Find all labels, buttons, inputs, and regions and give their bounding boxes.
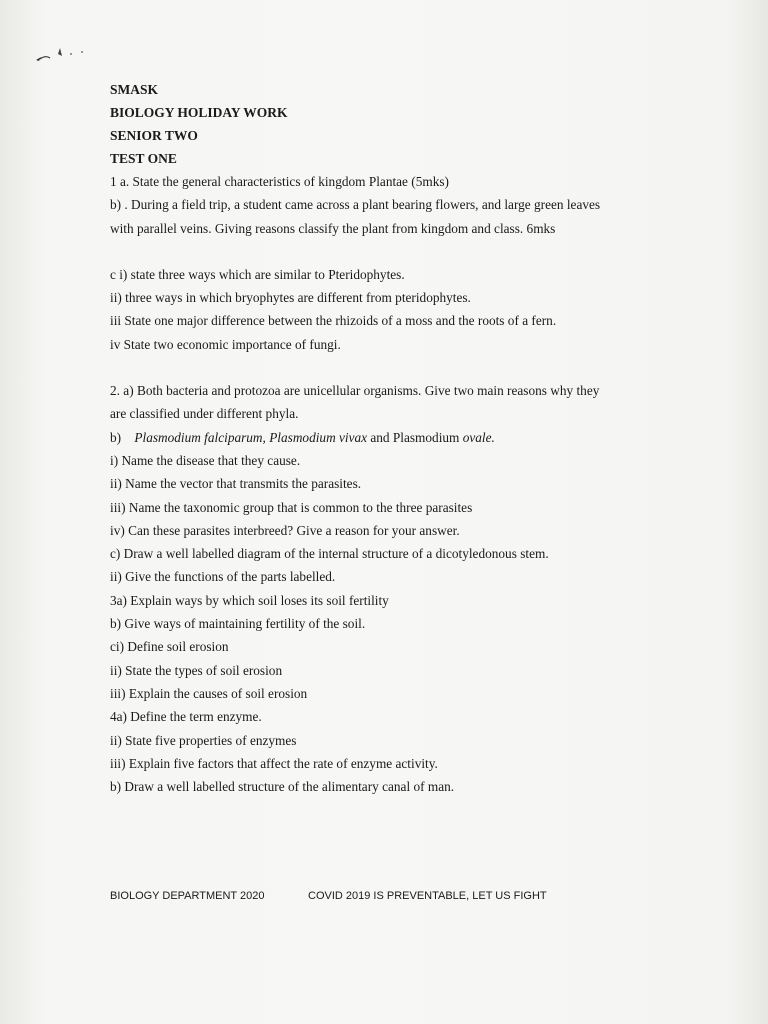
subject-title: BIOLOGY HOLIDAY WORK (110, 105, 288, 120)
q2-i: i) Name the disease that they cause. (110, 452, 301, 468)
footer-slogan: COVID 2019 IS PREVENTABLE, LET US FIGHT (308, 890, 547, 902)
q2-b-and: and Plasmodium (367, 429, 463, 445)
q3-ii: ii) State the types of soil erosion (110, 662, 283, 678)
q2-a-line2: are classified under different phyla. (110, 406, 299, 422)
q2-iv: iv) Can these parasites interbreed? Give a reason for your answer. (110, 522, 460, 538)
q1-b-line1: b) . During a field trip, a student came across a plant bearing flowers, and large green leaves (110, 197, 601, 213)
q3-ci: ci) Define soil erosion (110, 639, 229, 655)
q2-b-prefix: b) (110, 429, 122, 445)
q2-c-ii: ii) Give the functions of the parts labelled. (110, 569, 336, 585)
q1-ci: c i) state three ways which are similar to Pteridophytes. (110, 266, 405, 282)
pen-mark-icon (34, 44, 94, 66)
q2-a-line1: 2. a) Both bacteria and protozoa are unicellular organisms. Give two main reasons why they (110, 383, 600, 399)
q3-b: b) Give ways of maintaining fertility of the soil. (110, 616, 366, 632)
footer-department: BIOLOGY DEPARTMENT 2020 (110, 890, 265, 902)
q1-b-line2: with parallel veins. Giving reasons classify the plant from kingdom and class. 6mks (110, 220, 556, 236)
q1-iv: iv State two economic importance of fungi. (110, 336, 341, 352)
q1-a: 1 a. State the general characteristics of kingdom Plantae (5mks) (110, 174, 449, 189)
q1-iii: iii State one major difference between the rhizoids of a moss and the roots of a fern. (110, 313, 557, 329)
school-name: SMASK (110, 82, 159, 97)
q2-b-species-ovale: ovale. (462, 429, 495, 445)
q2-b-species: Plasmodium falciparum, Plasmodium vivax (134, 429, 368, 445)
q1-ii: ii) three ways in which bryophytes are different from pteridophytes. (110, 290, 471, 306)
spacer (110, 356, 690, 379)
exam-body (110, 78, 690, 798)
q4-ii: ii) State five properties of enzymes (110, 732, 297, 748)
test-title: TEST ONE (110, 151, 177, 166)
q4-b: b) Draw a well labelled structure of the alimentary canal of man. (110, 779, 455, 795)
q4-a: 4a) Define the term enzyme. (110, 709, 262, 725)
spacer (110, 240, 690, 263)
page-footer (110, 890, 547, 902)
q2-b (110, 426, 690, 449)
q2-ii: ii) Name the vector that transmits the parasites. (110, 476, 362, 492)
class-level: SENIOR TWO (110, 128, 198, 143)
q3-iii: iii) Explain the causes of soil erosion (110, 685, 308, 701)
q4-iii: iii) Explain five factors that affect the rate of enzyme activity. (110, 755, 438, 771)
q3-a: 3a) Explain ways by which soil loses its soil fertility (110, 592, 389, 608)
q2-c: c) Draw a well labelled diagram of the internal structure of a dicotyledonous stem. (110, 546, 549, 562)
q2-iii: iii) Name the taxonomic group that is common to the three parasites (110, 499, 473, 515)
